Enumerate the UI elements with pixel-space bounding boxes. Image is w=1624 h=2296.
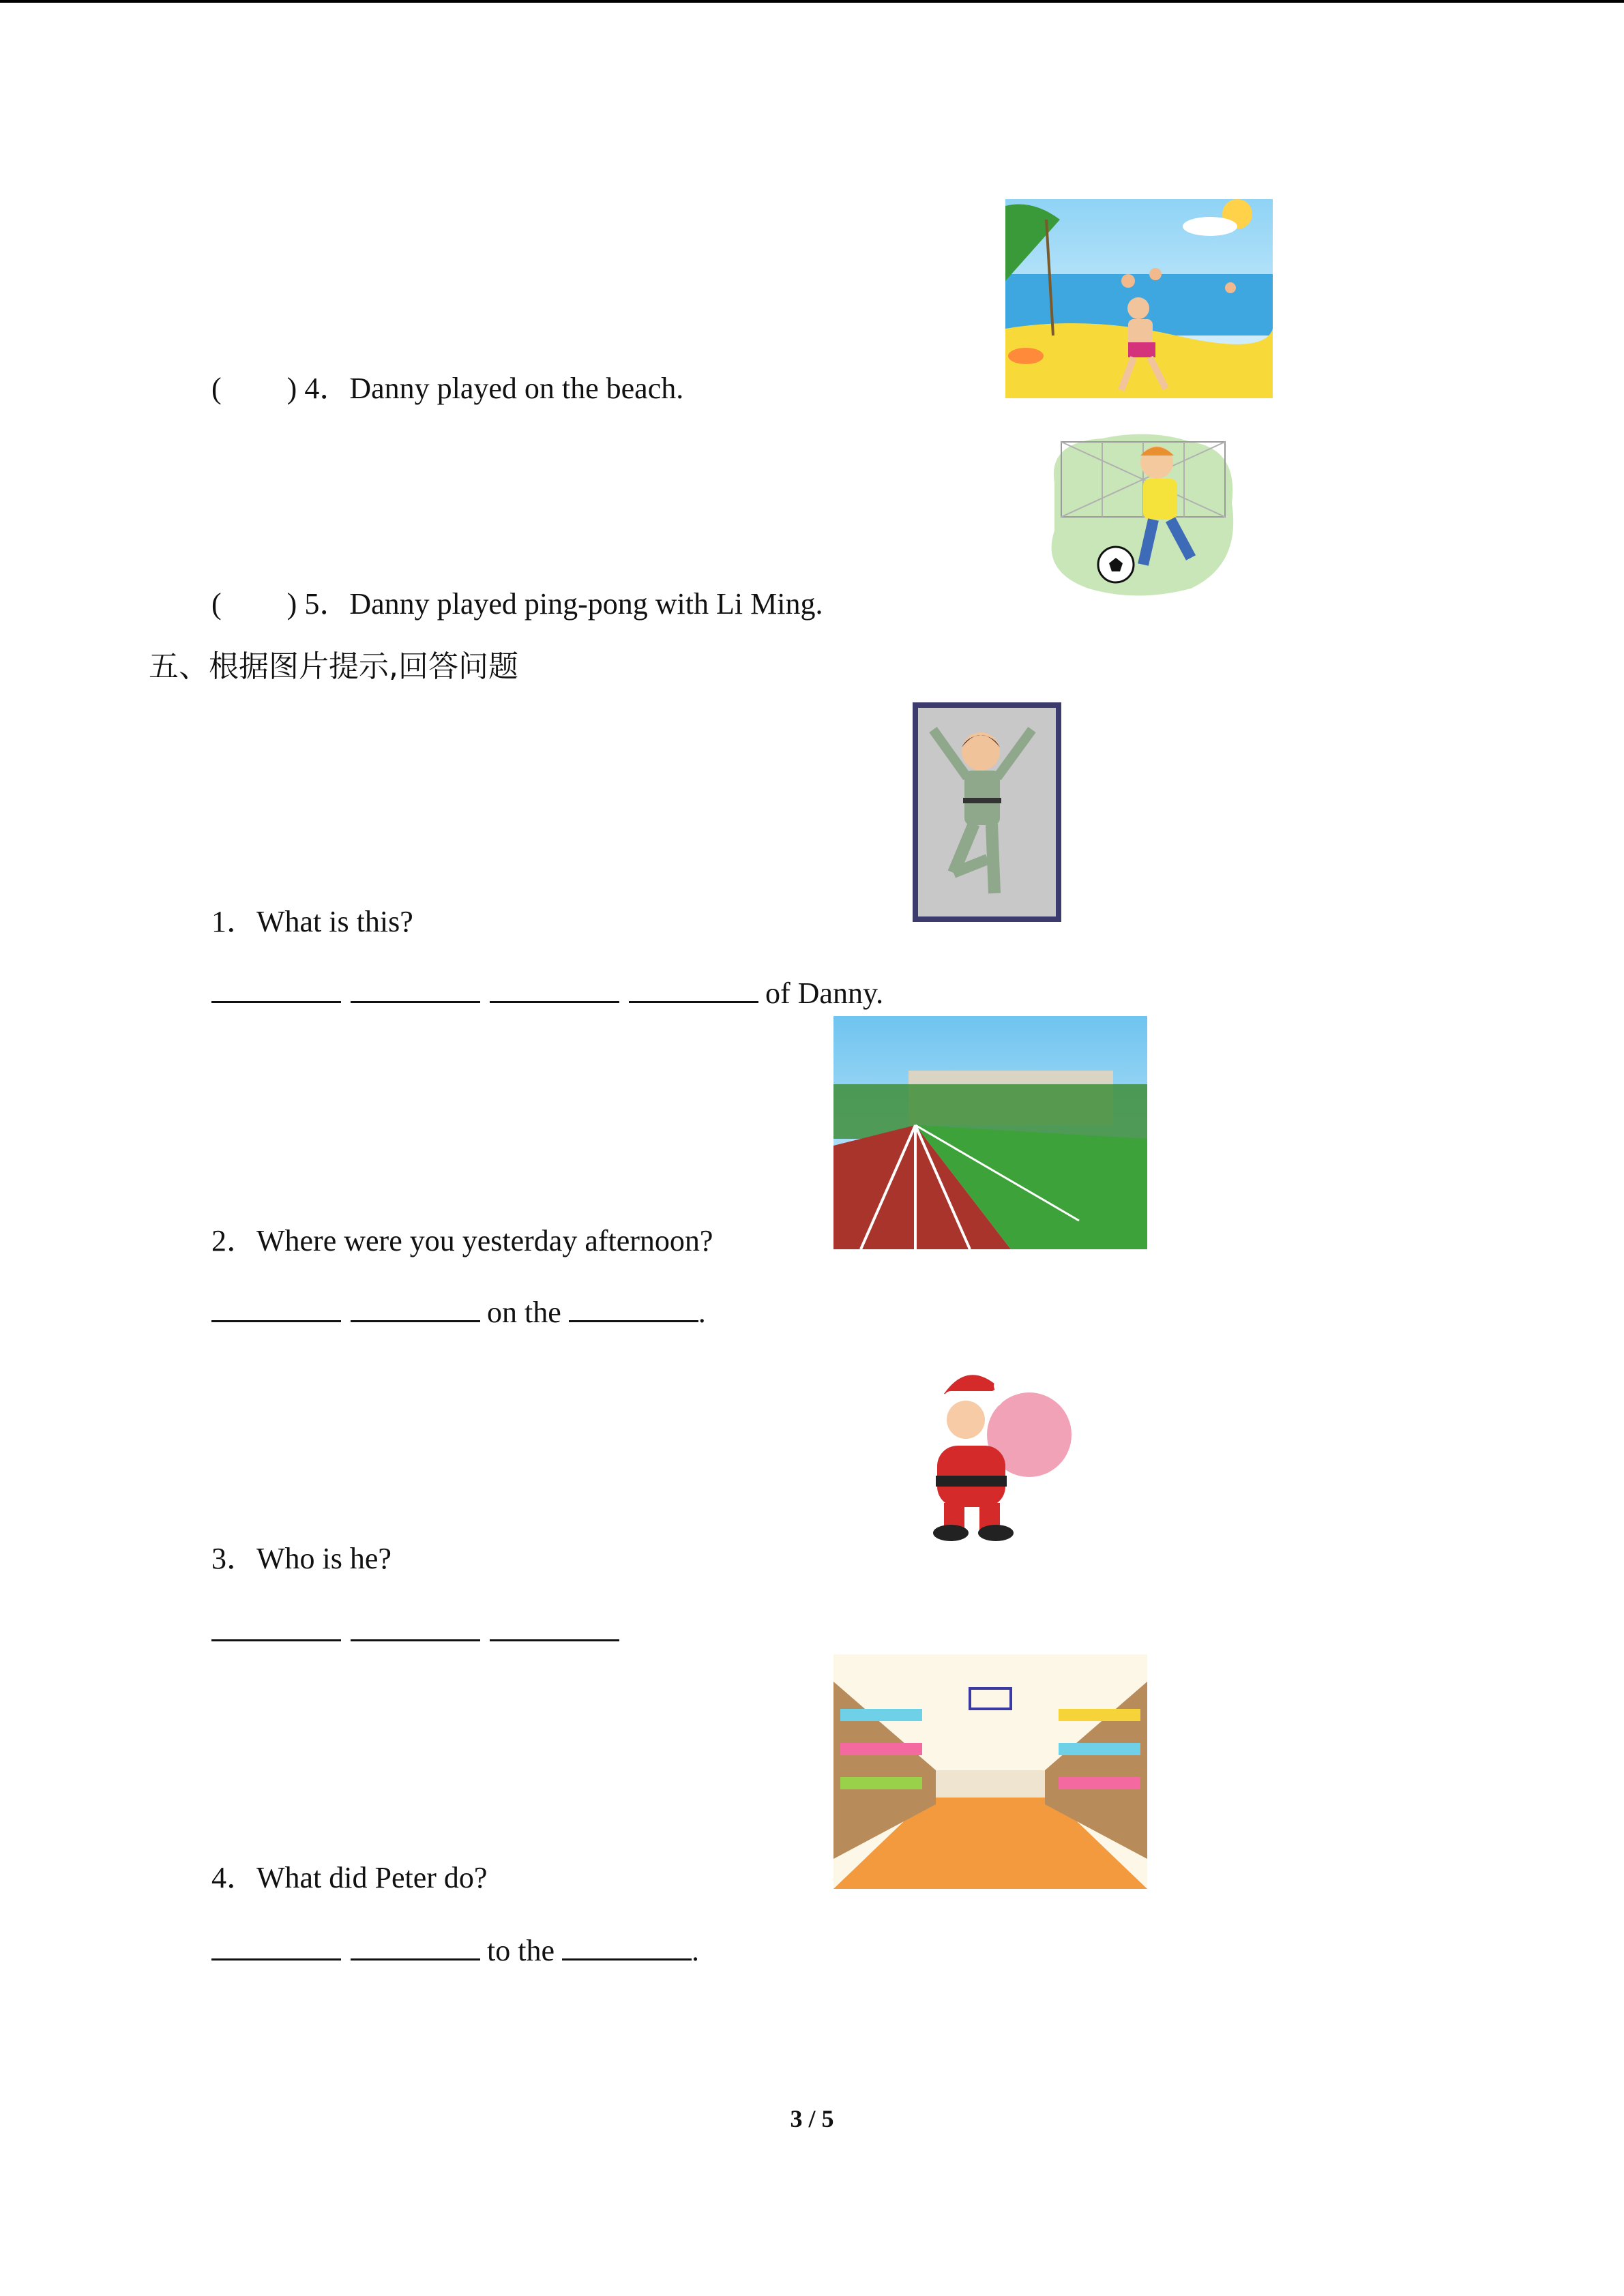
answer-line-4: to the . bbox=[211, 1934, 699, 1966]
matching-item-5: ( ) 5．Danny played ping-pong with Li Ming. bbox=[211, 587, 823, 621]
item-number: 5． bbox=[304, 587, 350, 621]
question-2: 2．Where were you yesterday afternoon? bbox=[211, 1224, 713, 1257]
section-heading: 五、根据图片提示,回答问题 bbox=[149, 649, 518, 684]
item-number: 4． bbox=[304, 372, 350, 405]
top-border bbox=[0, 0, 1624, 3]
answer-blank[interactable] bbox=[569, 1296, 698, 1322]
football-picture bbox=[1041, 428, 1241, 603]
answer-line-2: on the . bbox=[211, 1296, 706, 1328]
question-1: 1．What is this? bbox=[211, 905, 413, 938]
playground-picture bbox=[833, 1016, 1147, 1249]
answer-blank[interactable] bbox=[211, 1934, 341, 1960]
answer-blank[interactable] bbox=[490, 976, 619, 1003]
answer-line-1: of Danny. bbox=[211, 976, 883, 1009]
answer-blank[interactable] bbox=[351, 976, 480, 1003]
answer-blank[interactable] bbox=[351, 1615, 480, 1641]
answer-blank[interactable] bbox=[211, 1296, 341, 1322]
answer-blank[interactable] bbox=[629, 976, 758, 1003]
kungfu-picture bbox=[913, 702, 1061, 922]
answer-blank[interactable] bbox=[351, 1296, 480, 1322]
matching-item-4: ( ) 4．Danny played on the beach. bbox=[211, 372, 684, 405]
item-text: Danny played ping-pong with Li Ming. bbox=[349, 587, 823, 621]
page-number: 3 / 5 bbox=[790, 2105, 834, 2132]
question-3: 3．Who is he? bbox=[211, 1542, 392, 1575]
santa-picture bbox=[903, 1360, 1076, 1544]
answer-line-3 bbox=[211, 1615, 629, 1647]
beach-picture bbox=[1005, 199, 1273, 398]
answer-blank[interactable] bbox=[562, 1934, 692, 1960]
answer-blank[interactable] bbox=[211, 976, 341, 1003]
answer-blank[interactable] bbox=[490, 1615, 619, 1641]
answer-blank[interactable] bbox=[351, 1934, 480, 1960]
supermarket-picture bbox=[833, 1654, 1147, 1889]
answer-blank[interactable] bbox=[211, 1615, 341, 1641]
question-4: 4．What did Peter do? bbox=[211, 1861, 488, 1894]
item-text: Danny played on the beach. bbox=[349, 372, 684, 405]
